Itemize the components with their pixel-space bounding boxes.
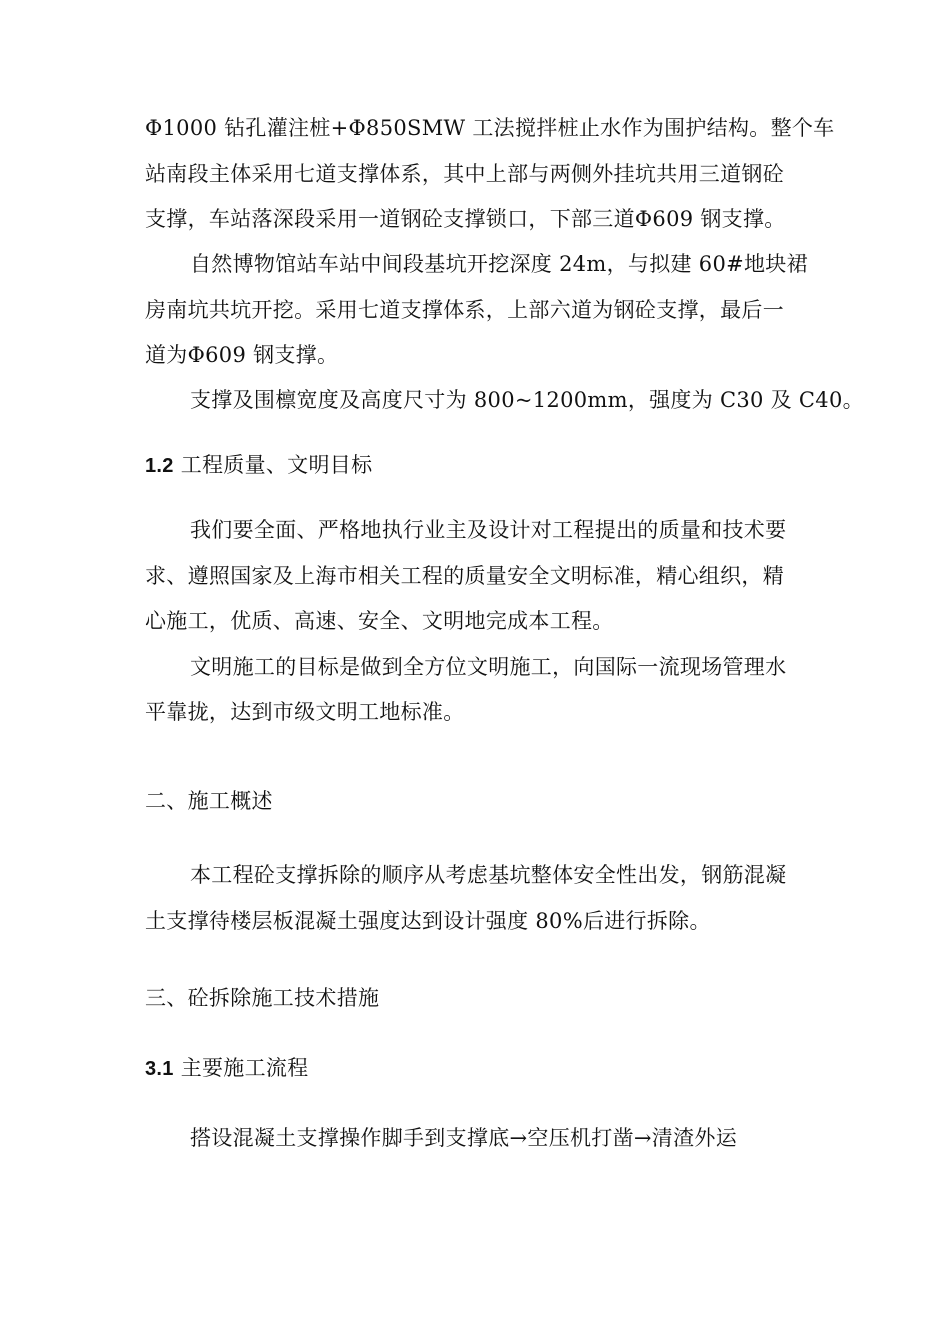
- heading-title: 工程质量、文明目标: [180, 453, 373, 477]
- heading-number: 1.2: [145, 455, 174, 477]
- paragraph-line: 本工程砼支撑拆除的顺序从考虑基坑整体安全性出发，钢筋混凝: [190, 863, 787, 887]
- paragraph-line: 自然博物馆站车站中间段基坑开挖深度 24m，与拟建 60#地块裙: [190, 252, 808, 276]
- paragraph-line: 站南段主体采用七道支撑体系，其中上部与两侧外挂坑共用三道钢砼: [145, 162, 784, 186]
- paragraph-line: 求、遵照国家及上海市相关工程的质量安全文明标准，精心组织，精: [145, 564, 784, 588]
- section-heading-3: 三、砼拆除施工技术措施: [145, 986, 380, 1010]
- paragraph-line: 房南坑共坑开挖。采用七道支撑体系，上部六道为钢砼支撑，最后一: [145, 298, 784, 322]
- paragraph-line: 土支撑待楼层板混凝土强度达到设计强度 80%后进行拆除。: [145, 909, 711, 933]
- paragraph-line: 我们要全面、严格地执行业主及设计对工程提出的质量和技术要: [190, 518, 787, 542]
- paragraph-line: 支撑及围檩宽度及高度尺寸为 800~1200mm，强度为 C30 及 C40。: [190, 388, 864, 412]
- paragraph-line: 文明施工的目标是做到全方位文明施工，向国际一流现场管理水: [190, 655, 787, 679]
- paragraph-line: 心施工，优质、高速、安全、文明地完成本工程。: [145, 609, 614, 633]
- heading-number: 3.1: [145, 1058, 174, 1080]
- paragraph-line: 搭设混凝土支撑操作脚手到支撑底→空压机打凿→清渣外运: [190, 1126, 737, 1150]
- paragraph-line: 平靠拢，达到市级文明工地标准。: [145, 700, 465, 724]
- paragraph-line: 支撑，车站落深段采用一道钢砼支撑锁口，下部三道Φ609 钢支撑。: [145, 207, 786, 231]
- section-heading-1-2: [145, 451, 815, 480]
- heading-title: 主要施工流程: [180, 1056, 309, 1080]
- section-heading-2: 二、施工概述: [145, 789, 273, 813]
- paragraph-line: 道为Φ609 钢支撑。: [145, 343, 339, 367]
- paragraph-line: Φ1000 钻孔灌注桩+Φ850SMW 工法搅拌桩止水作为围护结构。整个车: [145, 116, 835, 140]
- section-heading-3-1: [145, 1054, 815, 1083]
